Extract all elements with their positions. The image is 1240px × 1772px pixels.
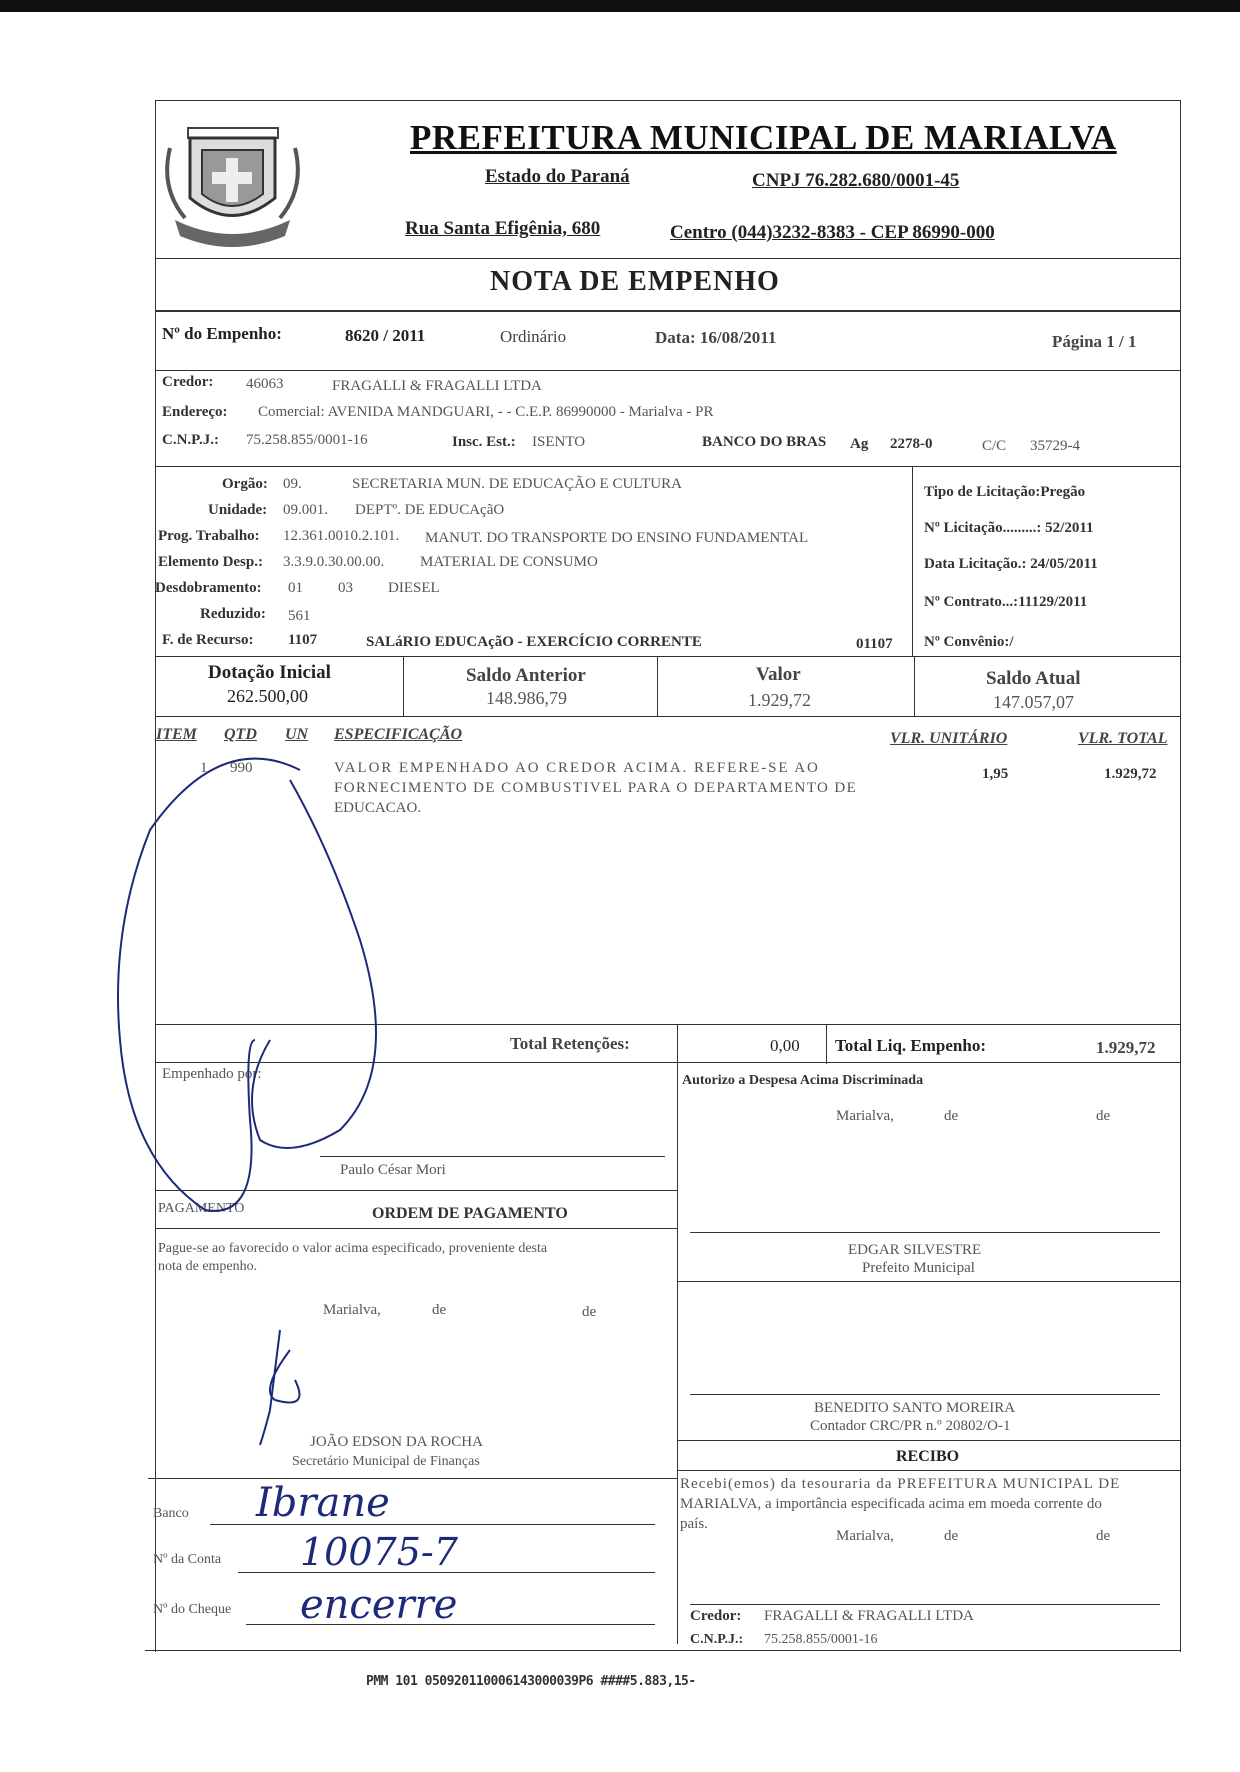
pagamento-de2: de: [582, 1304, 597, 1320]
initials-signature: [250, 1320, 330, 1450]
agency-label: Ag: [850, 436, 869, 452]
orgao-desc: SECRETARIA MUN. DE EDUCAÇÃO E CULTURA: [352, 476, 682, 492]
recibo-credor-name: FRAGALLI & FRAGALLI LTDA: [764, 1608, 974, 1624]
prog-code: 12.361.0010.2.101.: [283, 528, 400, 544]
recurso-desc: SALáRIO EDUCAçãO - EXERCÍCIO CORRENTE: [366, 634, 702, 650]
credor-code: 46063: [246, 376, 284, 392]
item-total: 1.929,72: [1104, 766, 1157, 782]
account-number: 35729-4: [1030, 438, 1080, 454]
licitacao-type: Tipo de Licitação:Pregão: [924, 484, 1086, 500]
orgao-label: Orgão:: [222, 476, 268, 492]
saldo-anterior-label: Saldo Anterior: [466, 665, 586, 686]
item-spec-line2: FORNECIMENTO DE COMBUSTIVEL PARA O DEPARTAMENTO DE: [334, 780, 858, 796]
prog-label: Prog. Trabalho:: [158, 528, 260, 544]
recibo-credor-label: Credor:: [690, 1608, 742, 1624]
desdobramento-label: Desdobramento:: [155, 580, 262, 596]
conta-label: Nº da Conta: [153, 1552, 222, 1567]
autorizo-city: Marialva,: [836, 1108, 894, 1124]
dotacao-value: 262.500,00: [227, 686, 308, 706]
recibo-text-2: MARIALVA, a importância especificada acima em moeda corrente do: [680, 1496, 1102, 1512]
autorizo-label: Autorizo a Despesa Acima Discriminada: [682, 1073, 924, 1088]
pagamento-name: JOÃO EDSON DA ROCHA: [310, 1434, 483, 1450]
cnpj-label: CNPJ 76.282.680/0001-45: [752, 170, 960, 191]
col-qtd: QTD: [224, 726, 257, 743]
saldo-anterior-value: 148.986,79: [486, 688, 567, 708]
insc-label: Insc. Est.:: [452, 434, 516, 450]
pagamento-title: ORDEM DE PAGAMENTO: [372, 1205, 568, 1222]
elemento-label: Elemento Desp.:: [158, 554, 263, 570]
col-un: UN: [285, 726, 309, 743]
recibo-text-1: Recebi(emos) da tesouraria da PREFEITURA MUNICIPAL DE: [680, 1476, 1121, 1492]
col-unit: VLR. UNITÁRIO: [890, 730, 1008, 747]
recibo-title: RECIBO: [896, 1448, 960, 1465]
prefeito-name: EDGAR SILVESTRE: [848, 1242, 982, 1258]
empenho-type: Ordinário: [500, 327, 567, 346]
item-qty: 990: [230, 760, 253, 776]
reduzido-label: Reduzido:: [200, 606, 266, 622]
valor-value: 1.929,72: [748, 690, 811, 710]
autorizo-de1: de: [944, 1108, 959, 1124]
col-total: VLR. TOTAL: [1078, 730, 1168, 747]
empenho-number-label: Nº do Empenho:: [162, 324, 282, 343]
elemento-code: 3.3.9.0.30.00.00.: [283, 554, 385, 570]
prefeito-role: Prefeito Municipal: [862, 1260, 975, 1276]
banco-value: Ibrane: [256, 1480, 390, 1526]
pagamento-label: PAGAMENTO: [158, 1201, 245, 1216]
prog-desc: MANUT. DO TRANSPORTE DO ENSINO FUNDAMENTAL: [425, 530, 809, 546]
cheque-label: Nº do Cheque: [153, 1602, 232, 1617]
valor-label: Valor: [756, 664, 801, 685]
coat-of-arms-icon: [160, 108, 305, 253]
pagamento-de1: de: [432, 1302, 447, 1318]
elemento-desc: MATERIAL DE CONSUMO: [420, 554, 598, 570]
reduzido-code: 561: [288, 608, 311, 624]
scan-edge: [0, 0, 1240, 12]
autorizo-de2: de: [1096, 1108, 1111, 1124]
recibo-de1: de: [944, 1528, 959, 1544]
unidade-label: Unidade:: [208, 502, 268, 518]
item-spec-line1: VALOR EMPENHADO AO CREDOR ACIMA. REFERE-SE AO: [334, 760, 820, 776]
empenhado-name: Paulo César Mori: [340, 1162, 446, 1178]
document-title: NOTA DE EMPENHO: [490, 266, 780, 297]
liquido-value: 1.929,72: [1096, 1038, 1156, 1057]
recurso-code-right: 01107: [856, 636, 893, 652]
licitacao-number: Nº Licitação.........: 52/2011: [924, 520, 1094, 536]
orgao-code: 09.: [283, 476, 302, 492]
state-label: Estado do Paraná: [485, 166, 630, 187]
page-title: PREFEITURA MUNICIPAL DE MARIALVA: [410, 118, 1117, 157]
footer-code: PMM 101 050920110006143000039P6 ####5.883,15-: [366, 1674, 696, 1689]
pagamento-city: Marialva,: [323, 1302, 381, 1318]
contact-label: Centro (044)3232-8383 - CEP 86990-000: [670, 222, 995, 243]
recibo-cnpj-label: C.N.P.J.:: [690, 1632, 744, 1647]
credor-cnpj: 75.258.855/0001-16: [246, 432, 368, 448]
credor-address: Comercial: AVENIDA MANDGUARI, - - C.E.P. 86990000 - Marialva - PR: [258, 404, 714, 420]
signature-mark: [110, 740, 410, 1220]
item-number: 1: [200, 760, 208, 776]
recibo-de2: de: [1096, 1528, 1111, 1544]
licitacao-date: Data Licitação.: 24/05/2011: [924, 556, 1098, 572]
conta-value: 10075-7: [300, 1530, 458, 1574]
desdobramento-b: 03: [338, 580, 353, 596]
recibo-cnpj: 75.258.855/0001-16: [764, 1632, 878, 1647]
desdobramento-a: 01: [288, 580, 303, 596]
bank-name: BANCO DO BRAS: [702, 434, 827, 450]
empenho-date: Data: 16/08/2011: [655, 328, 777, 347]
page-number: Página 1 / 1: [1052, 332, 1137, 351]
empenhado-label: Empenhado por:: [162, 1066, 262, 1082]
dotacao-label: Dotação Inicial: [208, 662, 331, 683]
cnpj-credor-label: C.N.P.J.:: [162, 432, 219, 448]
col-item: ITEM: [156, 726, 197, 743]
cheque-value: encerre: [300, 1582, 458, 1628]
item-spec-line3: EDUCACAO.: [334, 800, 422, 816]
credor-name: FRAGALLI & FRAGALLI LTDA: [332, 378, 542, 394]
saldo-atual-label: Saldo Atual: [986, 668, 1081, 689]
retencoes-value: 0,00: [770, 1036, 800, 1055]
desdobramento-desc: DIESEL: [388, 580, 440, 596]
liquido-label: Total Liq. Empenho:: [835, 1036, 986, 1055]
unidade-desc: DEPTº. DE EDUCAçãO: [355, 502, 505, 518]
recibo-city: Marialva,: [836, 1528, 894, 1544]
retencoes-label: Total Retenções:: [510, 1034, 630, 1053]
street-label: Rua Santa Efigênia, 680: [405, 218, 601, 239]
credor-label: Credor:: [162, 374, 214, 390]
unidade-code: 09.001.: [283, 502, 328, 518]
empenho-number: 8620 / 2011: [345, 326, 426, 345]
contract-number: Nº Contrato...:11129/2011: [924, 594, 1088, 610]
recibo-text-3: país.: [680, 1516, 708, 1532]
contador-role: Contador CRC/PR n.º 20802/O-1: [810, 1418, 1011, 1434]
recurso-code: 1107: [288, 632, 318, 648]
credor-insc: ISENTO: [532, 434, 586, 450]
agency-number: 2278-0: [890, 436, 933, 452]
account-label: C/C: [982, 438, 1007, 454]
pagamento-text-1: Pague-se ao favorecido o valor acima especificado, proveniente desta: [158, 1241, 548, 1256]
pagamento-role: Secretário Municipal de Finanças: [292, 1454, 480, 1469]
address-label: Endereço:: [162, 404, 228, 420]
convenio-number: Nº Convênio:/: [924, 634, 1014, 650]
banco-label: Banco: [153, 1506, 189, 1521]
pagamento-text-2: nota de empenho.: [158, 1259, 258, 1274]
saldo-atual-value: 147.057,07: [993, 692, 1074, 712]
recurso-label: F. de Recurso:: [162, 632, 254, 648]
item-unit-price: 1,95: [982, 766, 1009, 782]
col-espec: ESPECIFICAÇÃO: [334, 726, 463, 743]
contador-name: BENEDITO SANTO MOREIRA: [814, 1400, 1016, 1416]
